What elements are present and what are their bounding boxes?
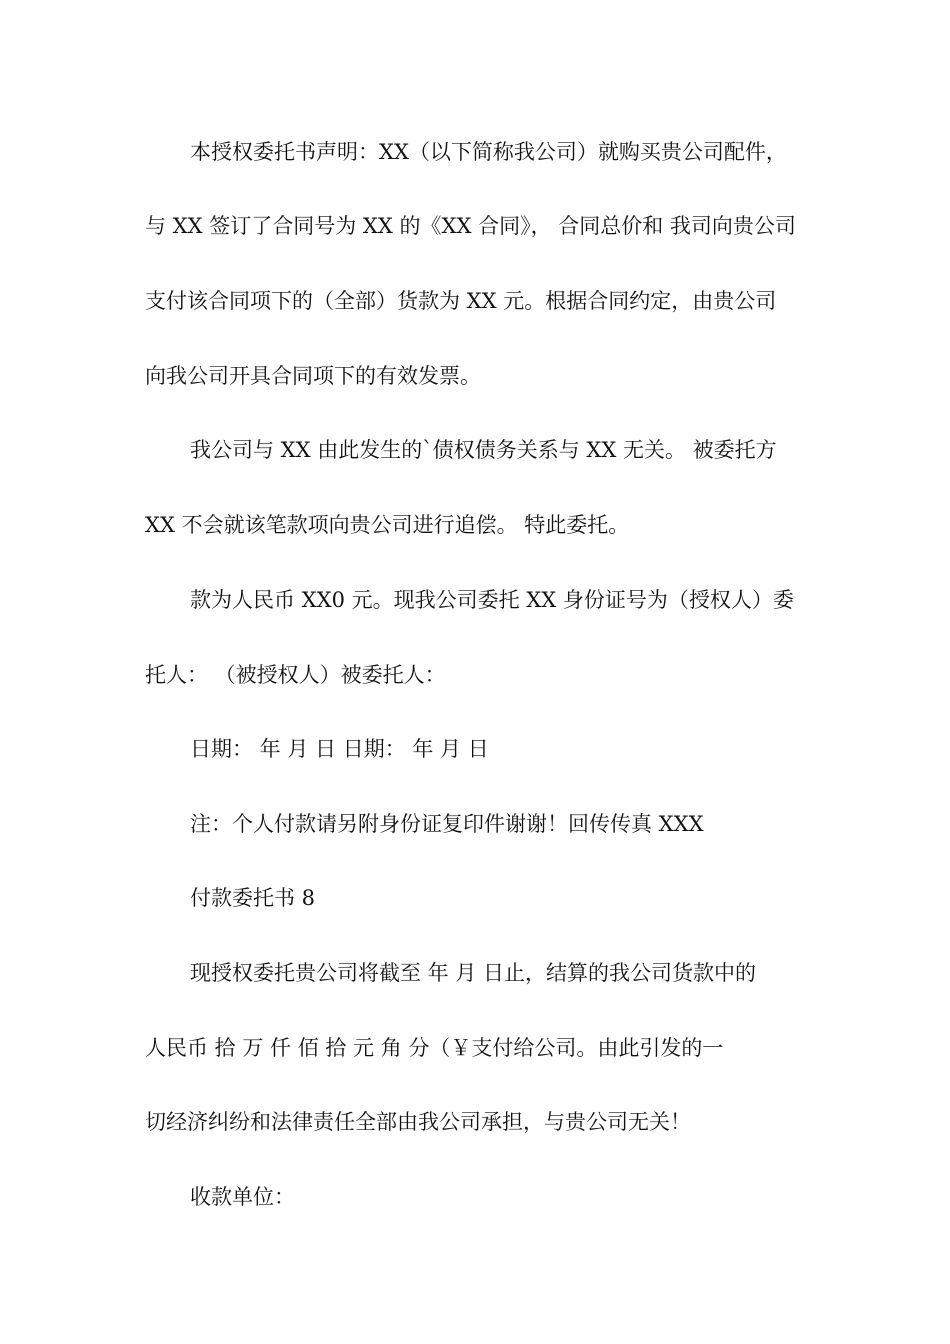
payee-label: 收款单位： [190, 1185, 295, 1209]
paragraph-line-12: 现授权委托贵公司将截至 年 月 日止，结算的我公司货款中的 [190, 961, 757, 985]
paragraph-line-8: 托人： （被授权人）被委托人： [145, 663, 446, 687]
paragraph-line-14: 切经济纠纷和法律责任全部由我公司承担，与贵公司无关！ [145, 1110, 691, 1134]
paragraph-line-2: 与 XX 签订了合同号为 XX 的《XX 合同》， 合同总价和 我司向贵公司 [145, 214, 796, 238]
note-line: 注：个人付款请另附身份证复印件谢谢！回传传真 XXX [190, 812, 704, 836]
date-line: 日期： 年 月 日 日期： 年 月 日 [190, 737, 489, 761]
paragraph-line-7: 款为人民币 XX0 元。现我公司委托 XX 身份证号为（授权人）委 [190, 588, 794, 612]
paragraph-line-6: XX 不会就该笔款项向贵公司进行追偿。 特此委托。 [145, 513, 630, 537]
paragraph-line-3: 支付该合同项下的（全部）货款为 XX 元。根据合同约定，由贵公司 [145, 289, 777, 313]
paragraph-line-1: 本授权委托书声明：XX（以下简称我公司）就购买贵公司配件， [190, 140, 787, 164]
paragraph-line-4: 向我公司开具合同项下的有效发票。 [145, 364, 481, 388]
section-title: 付款委托书 8 [190, 886, 316, 910]
paragraph-line-5: 我公司与 XX 由此发生的`债权债务关系与 XX 无关。 被委托方 [190, 438, 777, 462]
paragraph-line-13: 人民币 拾 万 仟 佰 拾 元 角 分（￥支付给公司。由此引发的一 [145, 1036, 724, 1060]
